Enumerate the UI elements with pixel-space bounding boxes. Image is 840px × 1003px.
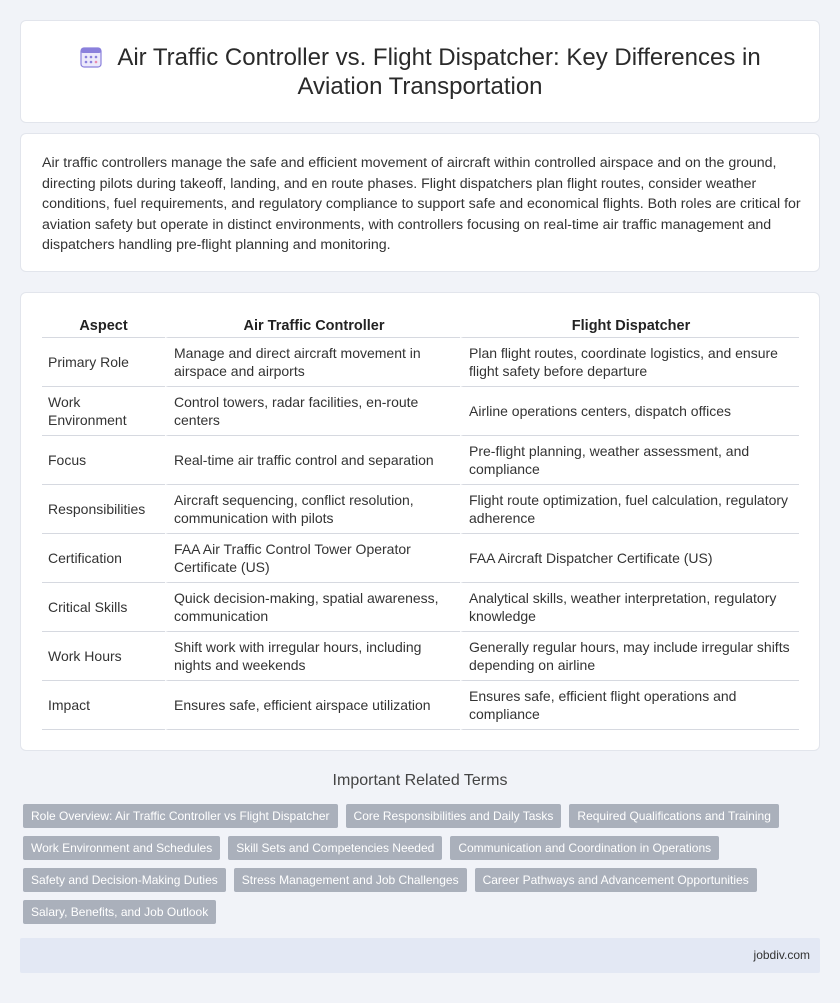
aspect-cell: Critical Skills xyxy=(42,583,165,632)
comparison-table xyxy=(42,316,799,730)
related-term-tag[interactable]: Career Pathways and Advancement Opportunities xyxy=(475,868,757,892)
table-row xyxy=(42,583,799,632)
column-header-air-traffic-controller: Air Traffic Controller xyxy=(165,316,460,338)
table-row xyxy=(42,387,799,436)
controller-cell: Control towers, radar facilities, en-route centers xyxy=(165,387,460,436)
related-terms-heading: Important Related Terms xyxy=(332,772,508,789)
table-row xyxy=(42,436,799,485)
controller-cell: Ensures safe, efficient airspace utilization xyxy=(165,681,460,730)
controller-cell: Quick decision-making, spatial awareness, communication xyxy=(165,583,460,632)
controller-cell: Manage and direct aircraft movement in airspace and airports xyxy=(165,338,460,387)
related-term-tag[interactable]: Skill Sets and Competencies Needed xyxy=(228,836,442,860)
aspect-cell: Work Hours xyxy=(42,632,165,681)
table-row xyxy=(42,681,799,730)
column-header-aspect: Aspect xyxy=(42,316,165,338)
related-term-tag[interactable]: Salary, Benefits, and Job Outlook xyxy=(23,900,216,924)
related-term-tag[interactable]: Stress Management and Job Challenges xyxy=(234,868,467,892)
dispatcher-cell: Pre-flight planning, weather assessment, and compliance xyxy=(460,436,799,485)
summary-card xyxy=(20,133,820,272)
aspect-cell: Impact xyxy=(42,681,165,730)
dispatcher-cell: Ensures safe, efficient flight operations and compliance xyxy=(460,681,799,730)
comparison-table-card xyxy=(20,292,820,751)
aspect-cell: Work Environment xyxy=(42,387,165,436)
column-header-flight-dispatcher: Flight Dispatcher xyxy=(460,316,799,338)
summary-text: Air traffic controllers manage the safe and efficient movement of aircraft within controlled airspace and on the ground, directing pilots during takeoff, landing, and en route phases. Flight dispatchers plan flight routes, consider weather conditions, fuel requirements, and regulatory compliance to support safe and economical flights. Both roles are critical for aviation safety but operate in distinct environments, with controllers focusing on real-time air traffic management and dispatchers handling pre-flight planning and monitoring. xyxy=(42,155,801,253)
aspect-cell: Certification xyxy=(42,534,165,583)
dispatcher-cell: Analytical skills, weather interpretation, regulatory knowledge xyxy=(460,583,799,632)
footer-site-link[interactable]: jobdiv.com xyxy=(753,948,810,962)
footer xyxy=(20,938,820,973)
aspect-cell: Focus xyxy=(42,436,165,485)
related-term-tag[interactable]: Communication and Coordination in Operations xyxy=(450,836,719,860)
table-row xyxy=(42,534,799,583)
related-term-tag[interactable]: Work Environment and Schedules xyxy=(23,836,220,860)
related-terms-list xyxy=(23,804,793,924)
related-term-tag[interactable]: Role Overview: Air Traffic Controller vs Flight Dispatcher xyxy=(23,804,338,828)
table-row xyxy=(42,485,799,534)
dispatcher-cell: FAA Aircraft Dispatcher Certificate (US) xyxy=(460,534,799,583)
controller-cell: Shift work with irregular hours, including nights and weekends xyxy=(165,632,460,681)
controller-cell: Aircraft sequencing, conflict resolution, communication with pilots xyxy=(165,485,460,534)
dispatcher-cell: Plan flight routes, coordinate logistics, and ensure flight safety before departure xyxy=(460,338,799,387)
table-row xyxy=(42,338,799,387)
calendar-icon xyxy=(79,45,103,69)
related-term-tag[interactable]: Required Qualifications and Training xyxy=(569,804,778,828)
controller-cell: FAA Air Traffic Control Tower Operator Certificate (US) xyxy=(165,534,460,583)
dispatcher-cell: Flight route optimization, fuel calculation, regulatory adherence xyxy=(460,485,799,534)
dispatcher-cell: Generally regular hours, may include irregular shifts depending on airline xyxy=(460,632,799,681)
related-term-tag[interactable]: Core Responsibilities and Daily Tasks xyxy=(346,804,562,828)
controller-cell: Real-time air traffic control and separation xyxy=(165,436,460,485)
aspect-cell: Responsibilities xyxy=(42,485,165,534)
page-title: Air Traffic Controller vs. Flight Dispatcher: Key Differences in Aviation Transportation xyxy=(117,44,761,100)
table-row xyxy=(42,632,799,681)
related-term-tag[interactable]: Safety and Decision-Making Duties xyxy=(23,868,226,892)
dispatcher-cell: Airline operations centers, dispatch offices xyxy=(460,387,799,436)
table-header-row xyxy=(42,316,799,338)
aspect-cell: Primary Role xyxy=(42,338,165,387)
title-card xyxy=(20,20,820,123)
title-wrap xyxy=(61,43,779,101)
